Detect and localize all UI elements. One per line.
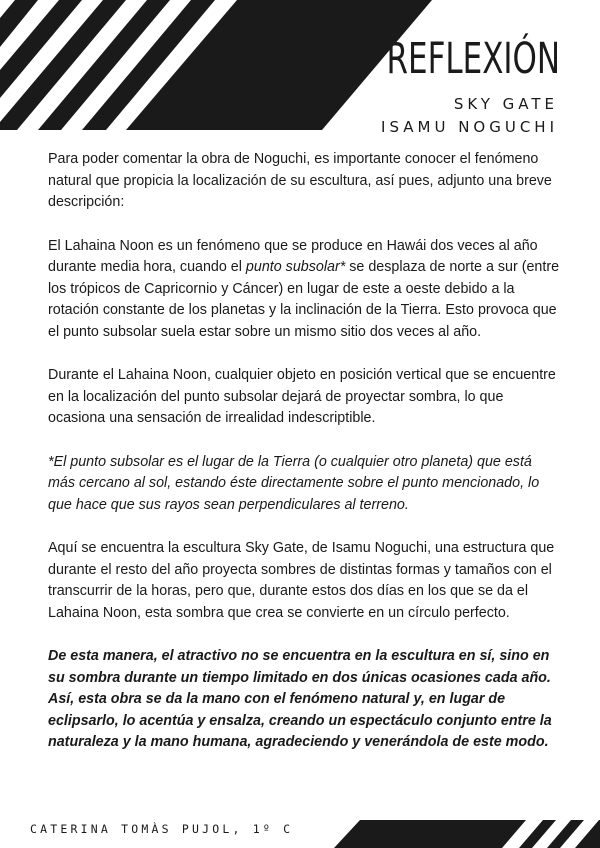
artwork-title: SKY GATE	[453, 95, 558, 113]
lahaina-noon-text-end: se desplaza de norte a sur (entre los trópicos de Capricornio y Cáncer) en lugar de este a oeste debido a la rotación constante de los planetas y la inclinación de la Tierra. Esto provoca que el punto subsolar suela estar sobre un mismo sitio dos veces al año.	[48, 259, 560, 340]
subsolar-point-term: punto subsolar*	[245, 259, 346, 275]
footnote-paragraph: *El punto subsolar es el lugar de la Tierra (o cualquier otro planeta) que está más cercano al sol, estando éste directamente sobre el punto mencionado, lo que hace que sus rayos sean perpendiculares al terreno.	[48, 453, 540, 513]
page-title: REFLEXIÓN	[386, 34, 560, 84]
intro-paragraph: Para poder comentar la obra de Noguchi, es importante conocer el fenómeno natural que propicia la localización de su escultura, así pues, adjunto una breve descripción:	[48, 151, 552, 210]
lahaina-noon-paragraph	[48, 236, 562, 344]
conclusion-paragraph: De esta manera, el atractivo no se encuentra en la escultura en sí, sino en su sombra durante un tiempo limitado en dos únicas ocasiones cada año. Así, esta obra se da la mano con el fenómeno natural y, en lugar de eclipsarlo, lo acentúa y ensalza, creando un espectáculo conjunto entre la naturaleza y la mano humana, agradeciendo y venerándola de este modo.	[48, 648, 552, 750]
sculpture-paragraph: Aquí se encuentra la escultura Sky Gate, de Isamu Noguchi, una estructura que durante el resto del año proyecta sombres de distintas formas y tamaños con el transcurrir de la horas, pero que, durante estos dos días en los que se da el Lahaina Noon, esta sombra que crea se convierte en un círculo perfecto.	[48, 540, 555, 621]
document-body	[48, 149, 562, 754]
artist-name: ISAMU NOGUCHI	[381, 118, 558, 136]
author-footer: CATERINA TOMÀS PUJOL, 1º C	[30, 822, 294, 836]
shadow-paragraph: Durante el Lahaina Noon, cualquier objeto en posición vertical que se encuentre en la localización del punto subsolar dejará de proyectar sombra, lo que ocasiona una sensación de irrealidad indescriptible.	[48, 367, 556, 426]
lahaina-noon-text-start: El Lahaina Noon es un fenómeno que se produce en Hawái dos veces al año durante media hora, cuando el	[48, 237, 538, 275]
